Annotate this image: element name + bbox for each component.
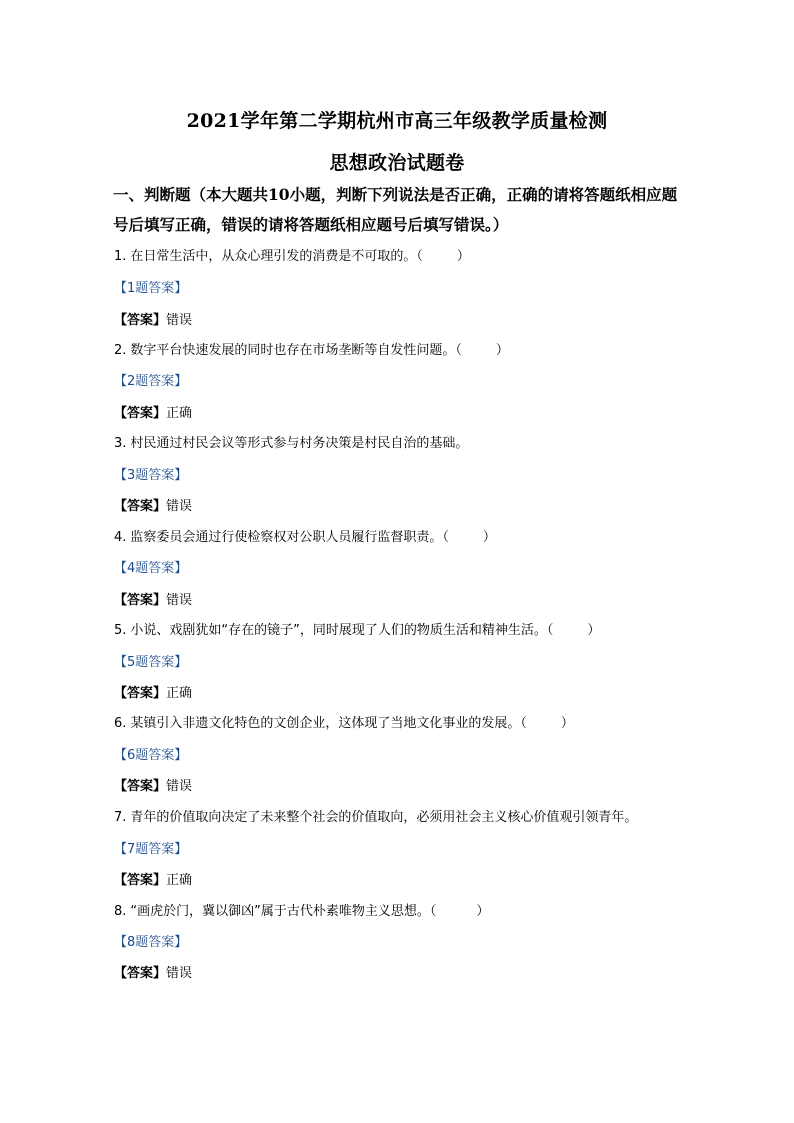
question-text: 在日常生活中，从众心理引发的消费是不可取的。（ xyxy=(130,249,423,264)
answer-tag: 【8题答案】 xyxy=(114,935,188,950)
question-text: 数字平台快速发展的同时也存在市场垄断等自发性问题。（ xyxy=(130,343,462,358)
answer-label: 【答案】 xyxy=(114,313,167,328)
answer-value: 错误 xyxy=(166,779,193,794)
answer-label: 【答案】 xyxy=(114,966,167,981)
question-8 xyxy=(114,902,714,922)
answer-3 xyxy=(114,497,714,517)
question-5 xyxy=(114,621,714,641)
question-bracket-close: ） xyxy=(476,904,490,919)
answer-value: 错误 xyxy=(166,499,193,514)
answer-label: 【答案】 xyxy=(114,499,167,514)
question-text: 小说、戏剧犹如“存在的镜子”，同时展现了人们的物质生活和精神生活。（ xyxy=(130,623,554,638)
answer-1 xyxy=(114,311,714,331)
answer-tag: 【3题答案】 xyxy=(114,468,188,483)
answer-2 xyxy=(114,404,714,424)
answer-value: 正确 xyxy=(166,406,193,421)
answer-value: 正确 xyxy=(166,686,193,701)
question-1 xyxy=(114,247,714,267)
answer-value: 错误 xyxy=(166,966,193,981)
answer-tag-6 xyxy=(114,746,714,766)
answer-value: 错误 xyxy=(166,313,193,328)
question-4 xyxy=(114,528,714,548)
question-number: 1. xyxy=(114,249,127,264)
question-text: “画虎於门，冀以御凶”属于古代朴素唯物主义思想。（ xyxy=(130,904,437,919)
question-bracket-close: ） xyxy=(587,623,601,638)
question-number: 3. xyxy=(114,436,127,451)
question-number: 8. xyxy=(114,904,127,919)
answer-label: 【答案】 xyxy=(114,873,167,888)
answer-label: 【答案】 xyxy=(114,686,167,701)
question-text: 某镇引入非遗文化特色的文创企业，这体现了当地文化事业的发展。（ xyxy=(130,716,527,731)
section-heading-line-2: 号后填写正确，错误的请将答题纸相应题号后填写错误。） xyxy=(113,215,509,234)
answer-label: 【答案】 xyxy=(114,593,167,608)
answer-tag-7 xyxy=(114,840,714,860)
answer-5 xyxy=(114,684,714,704)
question-number: 7. xyxy=(114,810,127,825)
question-7 xyxy=(114,808,714,828)
question-6 xyxy=(114,714,714,734)
answer-tag: 【5题答案】 xyxy=(114,655,188,670)
question-text: 青年的价值取向决定了未来整个社会的价值取向，必须用社会主义核心价值观引领青年。 xyxy=(130,810,638,825)
answer-tag-3 xyxy=(114,466,714,486)
answer-tag-1 xyxy=(114,279,714,299)
answer-tag-8 xyxy=(114,933,714,953)
question-bracket-close: ） xyxy=(560,716,574,731)
answer-tag-2 xyxy=(114,372,714,392)
answer-tag-4 xyxy=(114,559,714,579)
question-bracket-close: ） xyxy=(495,343,509,358)
answer-value: 错误 xyxy=(166,593,193,608)
answer-tag: 【6题答案】 xyxy=(114,748,188,763)
answer-8 xyxy=(114,964,714,984)
answer-tag: 【7题答案】 xyxy=(114,842,188,857)
answer-label: 【答案】 xyxy=(114,406,167,421)
question-number: 6. xyxy=(114,716,127,731)
question-number: 2. xyxy=(114,343,127,358)
answer-tag: 【1题答案】 xyxy=(114,281,188,296)
answer-7 xyxy=(114,871,714,891)
answer-tag: 【4题答案】 xyxy=(114,561,188,576)
answer-value: 正确 xyxy=(166,873,193,888)
answer-tag-5 xyxy=(114,653,714,673)
section-heading-line-1: 一、判断题（本大题共10小题，判断下列说法是否正确，正确的请将答题纸相应题 xyxy=(113,185,678,204)
question-bracket-close: ） xyxy=(482,530,496,545)
question-bracket-close: ） xyxy=(456,249,470,264)
exam-title: 2021学年第二学期杭州市高三年级教学质量检测 xyxy=(186,110,608,132)
question-2 xyxy=(114,341,714,361)
answer-label: 【答案】 xyxy=(114,779,167,794)
answer-6 xyxy=(114,777,714,797)
answer-tag: 【2题答案】 xyxy=(114,374,188,389)
question-3 xyxy=(114,434,714,454)
question-text: 监察委员会通过行使检察权对公职人员履行监督职责。（ xyxy=(130,530,449,545)
question-text: 村民通过村民会议等形式参与村务决策是村民自治的基础。 xyxy=(130,436,469,451)
exam-subtitle: 思想政治试题卷 xyxy=(329,152,465,174)
section-heading xyxy=(113,180,713,240)
answer-4 xyxy=(114,591,714,611)
question-number: 5. xyxy=(114,623,127,638)
question-number: 4. xyxy=(114,530,127,545)
